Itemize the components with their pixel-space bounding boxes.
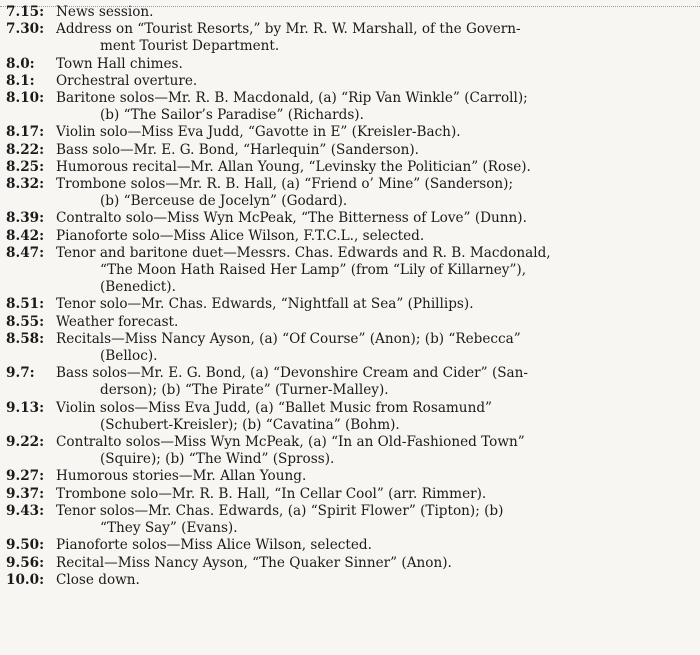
programme-entry	[6, 486, 696, 503]
entry-time: 8.42:	[6, 227, 45, 244]
entry-continuation-line: “They Say” (Evans).	[100, 520, 238, 537]
entry-continuation-line: (Schubert-Kreisler); (b) “Cavatina” (Bohm).	[100, 416, 400, 433]
programme-entry	[6, 468, 696, 485]
programme-entry	[6, 503, 696, 537]
entry-time: 7.15:	[6, 4, 45, 20]
entry-time: 9.27:	[6, 468, 45, 485]
entry-text	[56, 73, 696, 90]
entry-time: 9.7:	[6, 365, 35, 382]
entry-time: 9.56:	[6, 554, 45, 571]
entry-text	[56, 572, 696, 589]
entry-text	[56, 486, 696, 503]
programme-entry	[6, 90, 696, 124]
entry-text	[56, 503, 696, 537]
entry-line: Violin solo—Miss Eva Judd, “Gavotte in E” (Kreisler-Bach).	[56, 124, 461, 141]
programme-entry	[6, 73, 696, 90]
entry-line: News session.	[56, 4, 154, 20]
entry-time: 9.13:	[6, 399, 45, 416]
entry-time: 8.0:	[6, 55, 35, 72]
entry-line: Weather forecast.	[56, 313, 179, 330]
entry-text	[56, 365, 696, 399]
entry-line: Tenor solo—Mr. Chas. Edwards, “Nightfall at Sea” (Phillips).	[56, 296, 474, 313]
entry-time: 8.32:	[6, 176, 45, 193]
entry-text	[56, 176, 696, 210]
entry-line: Contralto solo—Miss Wyn McPeak, “The Bitterness of Love” (Dunn).	[56, 210, 527, 227]
entry-continuation-line: ment Tourist Department.	[100, 38, 280, 55]
programme-entry	[6, 434, 696, 468]
programme-entry	[6, 210, 696, 227]
programme-entry	[6, 4, 696, 21]
entry-time: 8.51:	[6, 296, 45, 313]
entry-text	[56, 555, 696, 572]
entry-line: Town Hall chimes.	[56, 55, 183, 72]
entry-time: 8.47:	[6, 244, 45, 261]
entry-time: 8.10:	[6, 90, 45, 107]
programme-entry	[6, 400, 696, 434]
entry-text	[56, 434, 696, 468]
entry-text	[56, 159, 696, 176]
programme-entry	[6, 21, 696, 55]
entry-time: 8.1:	[6, 72, 35, 89]
entry-time: 10.0:	[6, 571, 45, 588]
entry-line: Tenor and baritone duet—Messrs. Chas. Edwards and R. B. Macdonald,	[56, 244, 551, 261]
entry-time: 8.25:	[6, 158, 45, 175]
programme-entry	[6, 365, 696, 399]
programme-entry	[6, 314, 696, 331]
entry-time: 9.37:	[6, 485, 45, 502]
programme-entry	[6, 124, 696, 141]
programme-entry	[6, 331, 696, 365]
entry-line: Orchestral overture.	[56, 72, 198, 89]
entry-line: Tenor solos—Mr. Chas. Edwards, (a) “Spirit Flower” (Tipton); (b)	[56, 502, 504, 519]
programme-entry	[6, 159, 696, 176]
entry-time: 8.58:	[6, 330, 45, 347]
entry-line: Bass solos—Mr. E. G. Bond, (a) “Devonshire Cream and Cider” (San-	[56, 365, 529, 382]
entry-line: Pianoforte solos—Miss Alice Wilson, selected.	[56, 537, 372, 554]
entry-line: Baritone solos—Mr. R. B. Macdonald, (a) “Rip Van Winkle” (Carroll);	[56, 90, 528, 107]
entry-time: 8.55:	[6, 313, 45, 330]
programme-entry	[6, 228, 696, 245]
entry-text	[56, 210, 696, 227]
entry-time: 7.30:	[6, 21, 45, 38]
entry-text	[56, 21, 696, 55]
entry-text	[56, 4, 696, 21]
entry-line: Recitals—Miss Nancy Ayson, (a) “Of Course” (Anon); (b) “Rebecca”	[56, 330, 521, 347]
entry-line: Humorous stories—Mr. Allan Young.	[56, 468, 307, 485]
entry-continuation-line: derson); (b) “The Pirate” (Turner-Malley).	[100, 382, 389, 399]
programme-entry	[6, 142, 696, 159]
entry-line: Pianoforte solo—Miss Alice Wilson, F.T.C.L., selected.	[56, 227, 425, 244]
programme-entry	[6, 572, 696, 589]
entry-line: Close down.	[56, 571, 140, 588]
entry-continuation-line: (b) “The Sailor’s Paradise” (Richards).	[100, 107, 364, 124]
programme-entry	[6, 56, 696, 73]
entry-text	[56, 142, 696, 159]
programme-entry	[6, 555, 696, 572]
entry-line: Violin solos—Miss Eva Judd, (a) “Ballet Music from Rosamund”	[56, 399, 492, 416]
entry-line: Humorous recital—Mr. Allan Young, “Levinsky the Politician” (Rose).	[56, 158, 531, 175]
programme-entry	[6, 537, 696, 554]
entry-line: Trombone solo—Mr. R. B. Hall, “In Cellar Cool” (arr. Rimmer).	[56, 485, 487, 502]
entry-text	[56, 314, 696, 331]
programme-entry	[6, 245, 696, 297]
entry-text	[56, 468, 696, 485]
entry-time: 8.17:	[6, 124, 45, 141]
entry-text	[56, 228, 696, 245]
programme-list	[6, 4, 696, 589]
entry-time: 9.50:	[6, 537, 45, 554]
entry-time: 9.43:	[6, 502, 45, 519]
entry-time: 8.39:	[6, 210, 45, 227]
entry-time: 9.22:	[6, 434, 45, 451]
entry-text	[56, 537, 696, 554]
entry-text	[56, 400, 696, 434]
programme-entry	[6, 176, 696, 210]
entry-text	[56, 296, 696, 313]
entry-line: Trombone solos—Mr. R. B. Hall, (a) “Friend o’ Mine” (Sanderson);	[56, 176, 514, 193]
entry-continuation-line: (Benedict).	[100, 279, 176, 296]
entry-continuation-line: (Belloc).	[100, 348, 158, 365]
entry-line: Recital—Miss Nancy Ayson, “The Quaker Sinner” (Anon).	[56, 554, 452, 571]
entry-text	[56, 90, 696, 124]
entry-line: Bass solo—Mr. E. G. Bond, “Harlequin” (Sanderson).	[56, 141, 419, 158]
entry-continuation-line: “The Moon Hath Raised Her Lamp” (from “Lily of Killarney”),	[100, 262, 527, 279]
entry-continuation-line: (b) “Berceuse de Jocelyn” (Godard).	[100, 193, 348, 210]
programme-entry	[6, 296, 696, 313]
entry-continuation-line: (Squire); (b) “The Wind” (Spross).	[100, 451, 335, 468]
entry-time: 8.22:	[6, 141, 45, 158]
entry-line: Contralto solos—Miss Wyn McPeak, (a) “In an Old-Fashioned Town”	[56, 434, 525, 451]
entry-text	[56, 56, 696, 73]
entry-line: Address on “Tourist Resorts,” by Mr. R. W. Marshall, of the Govern-	[56, 21, 521, 38]
entry-text	[56, 331, 696, 365]
entry-text	[56, 124, 696, 141]
entry-text	[56, 245, 696, 297]
